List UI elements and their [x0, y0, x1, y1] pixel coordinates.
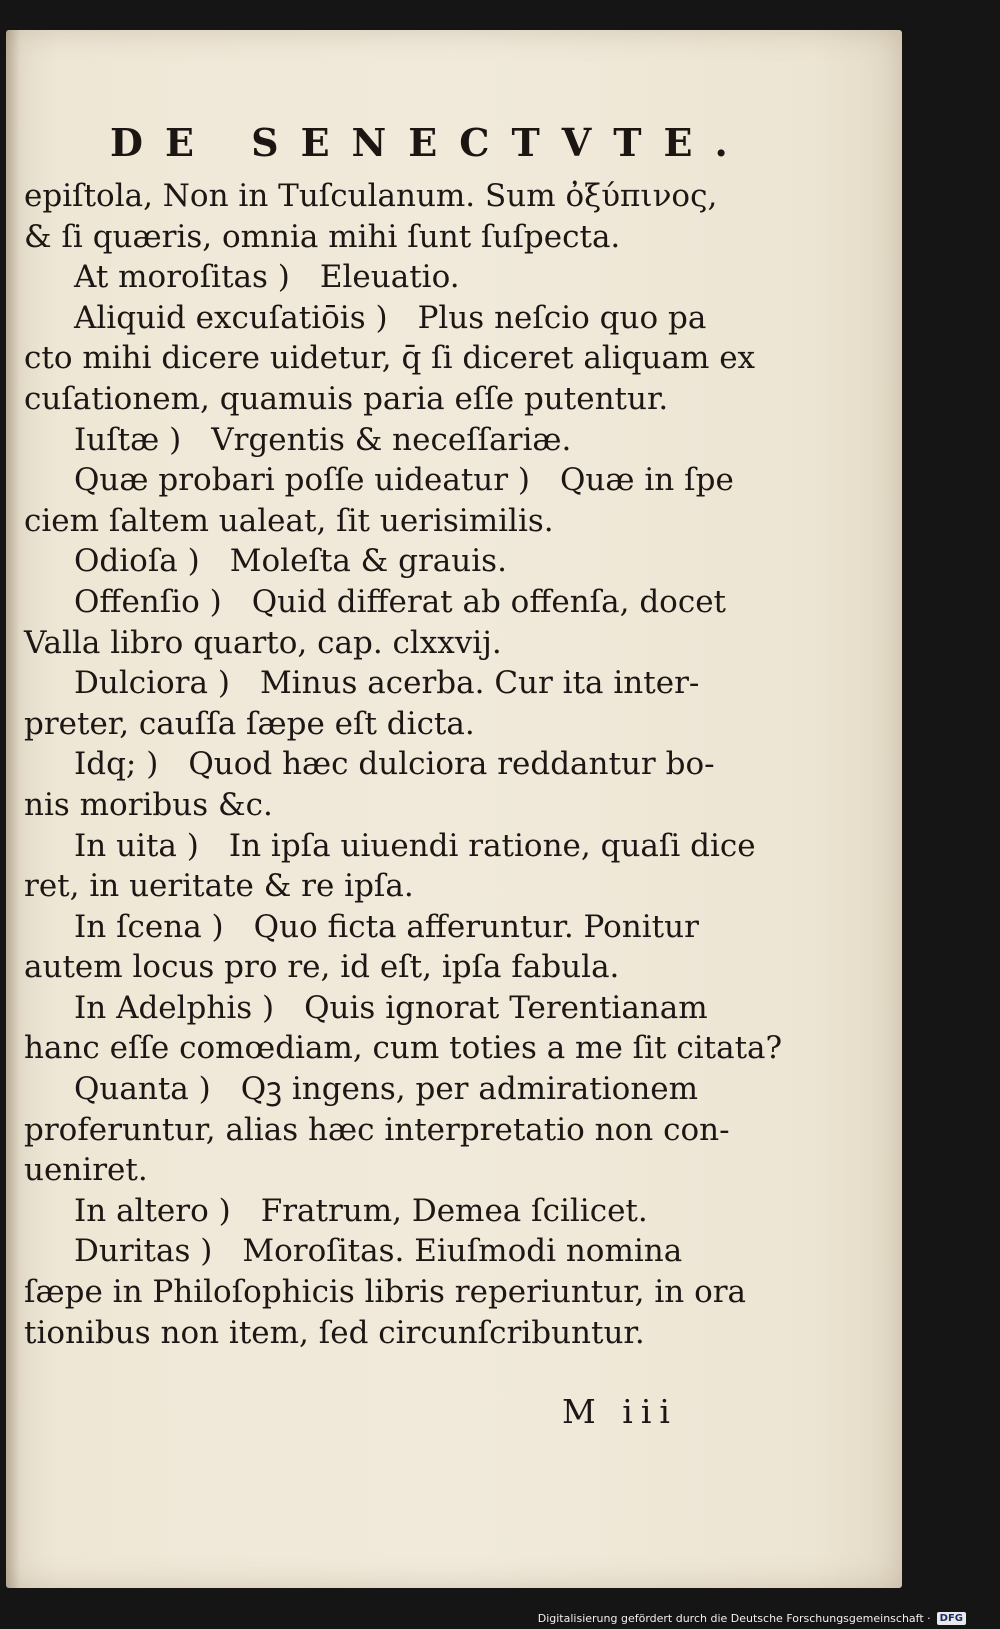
text-line [24, 1069, 764, 1110]
text-line [24, 663, 764, 704]
text-line: proferuntur, alias hæc interpretatio non con- [24, 1111, 730, 1148]
gloss: Quid differat ab offenſa, docet [251, 583, 726, 620]
text-line: ſæpe in Philoſophicis libris reperiuntur, in ora [24, 1274, 747, 1311]
text-line: preter, cauſſa ſæpe eſt dicta. [24, 705, 475, 742]
gloss: Qꝫ ingens, per admirationem [240, 1071, 699, 1108]
text-line: Valla libro quarto, cap. clxxvij. [24, 624, 502, 661]
lemma: In altero ) [74, 1192, 231, 1229]
text-line [24, 541, 764, 582]
text-line: tionibus non item, ſed circunſcribuntur. [24, 1314, 645, 1351]
text-line [24, 420, 764, 461]
text-line: ciem ſaltem ualeat, ſit uerisimilis. [24, 502, 554, 539]
gloss: Vrgentis & neceſſariæ. [211, 421, 572, 458]
lemma: In ſcena ) [74, 908, 224, 945]
gloss: Eleuatio. [319, 259, 460, 296]
gloss: In ipſa uiuendi ratione, quaſi dice [228, 827, 756, 864]
text-line: epiſtola, Non in Tuſculanum. Sum ὀξύπινος, [24, 178, 718, 214]
gloss: Quo ficta afferuntur. Ponitur [253, 908, 699, 945]
gloss: Quod hæc dulciora reddantur bo- [188, 746, 715, 783]
gloss: Quis ignorat Terentianam [304, 989, 708, 1026]
running-head: DE SENECTVTE. [110, 120, 750, 165]
text-line [24, 298, 764, 339]
text-line [24, 460, 764, 501]
lemma: Odioſa ) [74, 543, 200, 580]
digitization-footer [538, 1612, 966, 1625]
gloss: Fratrum, Demea ſcilicet. [260, 1192, 648, 1229]
lemma: Dulciora ) [74, 665, 230, 702]
gloss: Plus neſcio quo pa [417, 299, 707, 336]
text-line [24, 826, 764, 867]
text-line: ret, in ueritate & re ipſa. [24, 868, 414, 905]
dfg-logo: DFG [937, 1612, 966, 1625]
gloss: Moleſta & grauis. [229, 543, 507, 580]
gloss: Minus acerba. Cur ita inter- [259, 665, 700, 702]
gloss: Moroſitas. Eiuſmodi nomina [242, 1233, 683, 1270]
lemma: In uita ) [74, 827, 199, 864]
lemma: Quæ probari poſſe uideatur ) [74, 462, 531, 499]
footer-credit: Digitalisierung gefördert durch die Deutsche Forschungsgemeinschaft · [537, 1612, 931, 1625]
text-line [24, 988, 764, 1029]
text-line [24, 1191, 764, 1232]
lemma: Idq; ) [74, 746, 159, 783]
text-line: nis moribus &c. [24, 786, 273, 823]
lemma: In Adelphis ) [74, 989, 275, 1026]
text-line [24, 1231, 764, 1272]
text-line: ueniret. [24, 1152, 148, 1189]
lemma: Duritas ) [74, 1233, 213, 1270]
lemma: At moroſitas ) [74, 259, 290, 296]
gloss: Quæ in ſpe [560, 462, 734, 499]
text-line: cto mihi dicere uidetur, q̄ ſi diceret aliquam ex [24, 340, 756, 377]
text-line [24, 257, 764, 298]
lemma: Offenſio ) [74, 583, 222, 620]
lemma: Quanta ) [74, 1071, 211, 1108]
lemma: Aliquid excuſatiōis ) [74, 299, 388, 336]
text-line: autem locus pro re, id eſt, ipſa fabula. [24, 949, 620, 986]
text-line [24, 744, 764, 785]
text-line [24, 582, 764, 623]
text-line [24, 907, 764, 948]
book-page [6, 30, 902, 1588]
lemma: Iuſtæ ) [74, 421, 182, 458]
signature-mark: M iii [562, 1392, 678, 1431]
text-line: cuſationem, quamuis paria eſſe putentur. [24, 380, 669, 417]
commentary-text [24, 176, 783, 1353]
text-line: & ſi quæris, omnia mihi ſunt ſuſpecta. [24, 218, 621, 255]
text-line: hanc eſſe comœdiam, cum toties a me ſit citata? [24, 1030, 783, 1067]
